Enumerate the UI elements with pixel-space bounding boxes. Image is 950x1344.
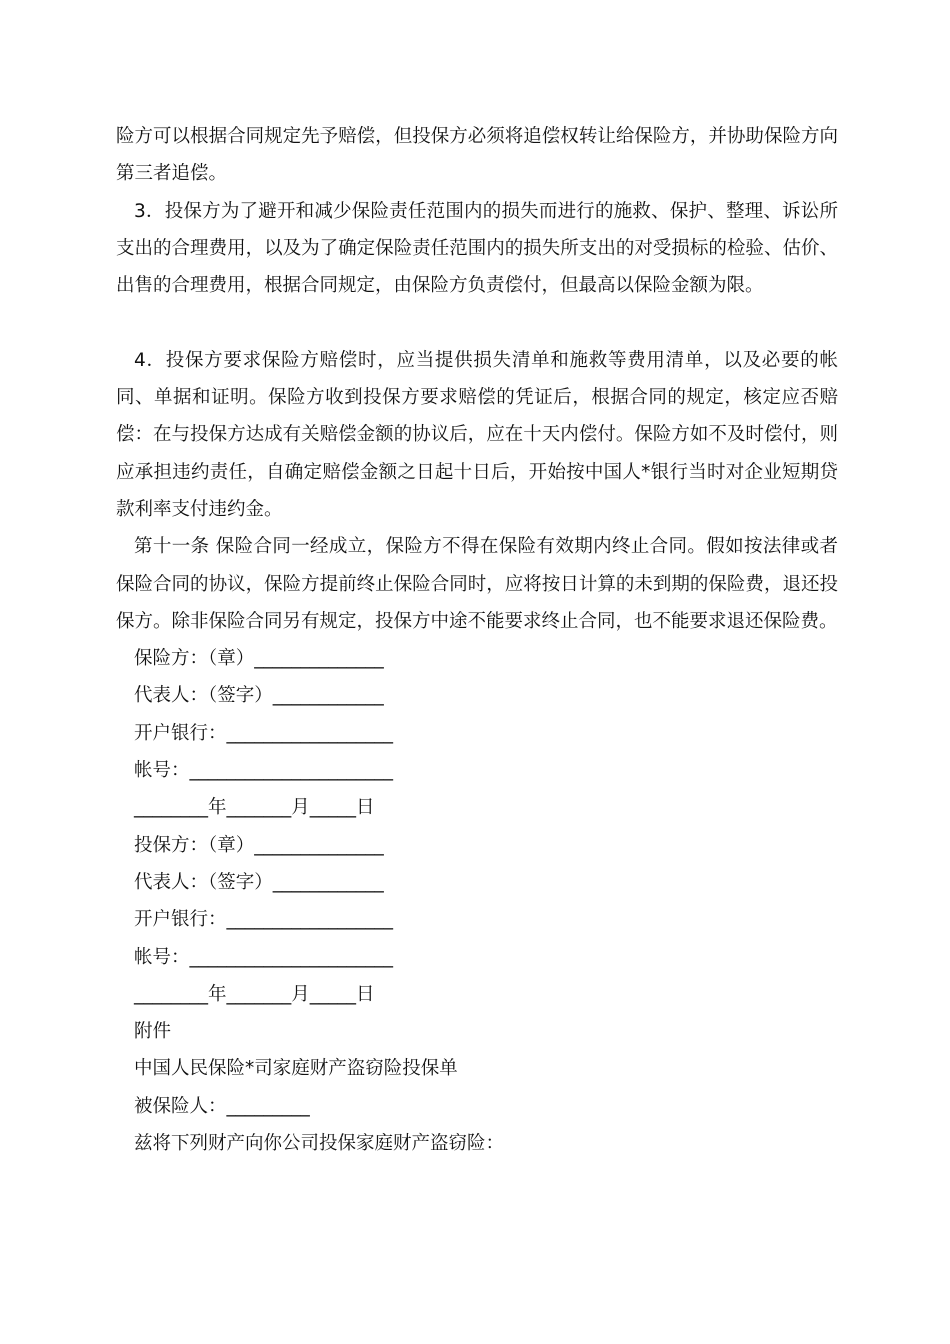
insured-person-line: 被保险人：_________ <box>134 1095 310 1117</box>
insured-representative-line: 代表人：（签字）____________ <box>134 871 384 893</box>
insurer-signature-block <box>116 640 838 826</box>
paragraph-gap <box>116 304 838 341</box>
document-page <box>116 118 838 1162</box>
paragraph-clause-4: 4．投保方要求保险方赔偿时，应当提供损失清单和施救等费用清单，以及必要的帐同、单据和证明。保险方收到投保方要求赔偿的凭证后，根据合同的规定，核定应否赔偿：在与投保方达成有关赔偿金额的协议后，应在十天内偿付。保险方如不及时偿付，则应承担违约责任，自确定赔偿金额之日起十日后，开始按中国人*银行当时对企业短期贷款利率支付违约金。 <box>116 349 838 520</box>
attachment-section <box>116 1013 838 1162</box>
attachment-statement: 兹将下列财产向你公司投保家庭财产盗窃险： <box>134 1133 505 1155</box>
insurer-representative-line: 代表人：（签字）____________ <box>134 685 384 707</box>
insured-date-line: ________年_______月_____日 <box>134 983 375 1005</box>
insured-bank-line: 开户银行：__________________ <box>134 909 394 931</box>
insured-signature-block <box>116 827 838 1013</box>
insurer-account-line: 帐号：______________________ <box>134 760 394 782</box>
insurer-bank-line: 开户银行：__________________ <box>134 722 394 744</box>
paragraph-subrogation: 险方可以根据合同规定先予赔偿，但投保方必须将追偿权转让给保险方，并协助保险方向第三者追偿。 <box>116 126 838 185</box>
insurer-date-line: ________年_______月_____日 <box>134 797 375 819</box>
paragraph-article-11: 第十一条 保险合同一经成立，保险方不得在保险有效期内终止合同。假如按法律或者保险合同的协议，保险方提前终止保险合同时，应将按日计算的未到期的保险费，退还投保方。除非保险合同另有规定，投保方中途不能要求终止合同，也不能要求退还保险费。 <box>116 536 838 632</box>
insurer-seal-line: 保险方：（章）______________ <box>134 648 384 670</box>
insured-account-line: 帐号：______________________ <box>134 946 394 968</box>
insured-seal-line: 投保方：（章）______________ <box>134 834 384 856</box>
attachment-title: 中国人民保险*司家庭财产盗窃险投保单 <box>134 1058 458 1080</box>
attachment-label: 附件 <box>134 1021 172 1043</box>
paragraph-clause-3: 3．投保方为了避开和减少保险责任范围内的损失而进行的施救、保护、整理、诉讼所支出的合理费用，以及为了确定保险责任范围内的损失所支出的对受损标的检验、估价、出售的合理费用，根据合同规定，由保险方负责偿付，但最高以保险金额为限。 <box>116 200 838 297</box>
